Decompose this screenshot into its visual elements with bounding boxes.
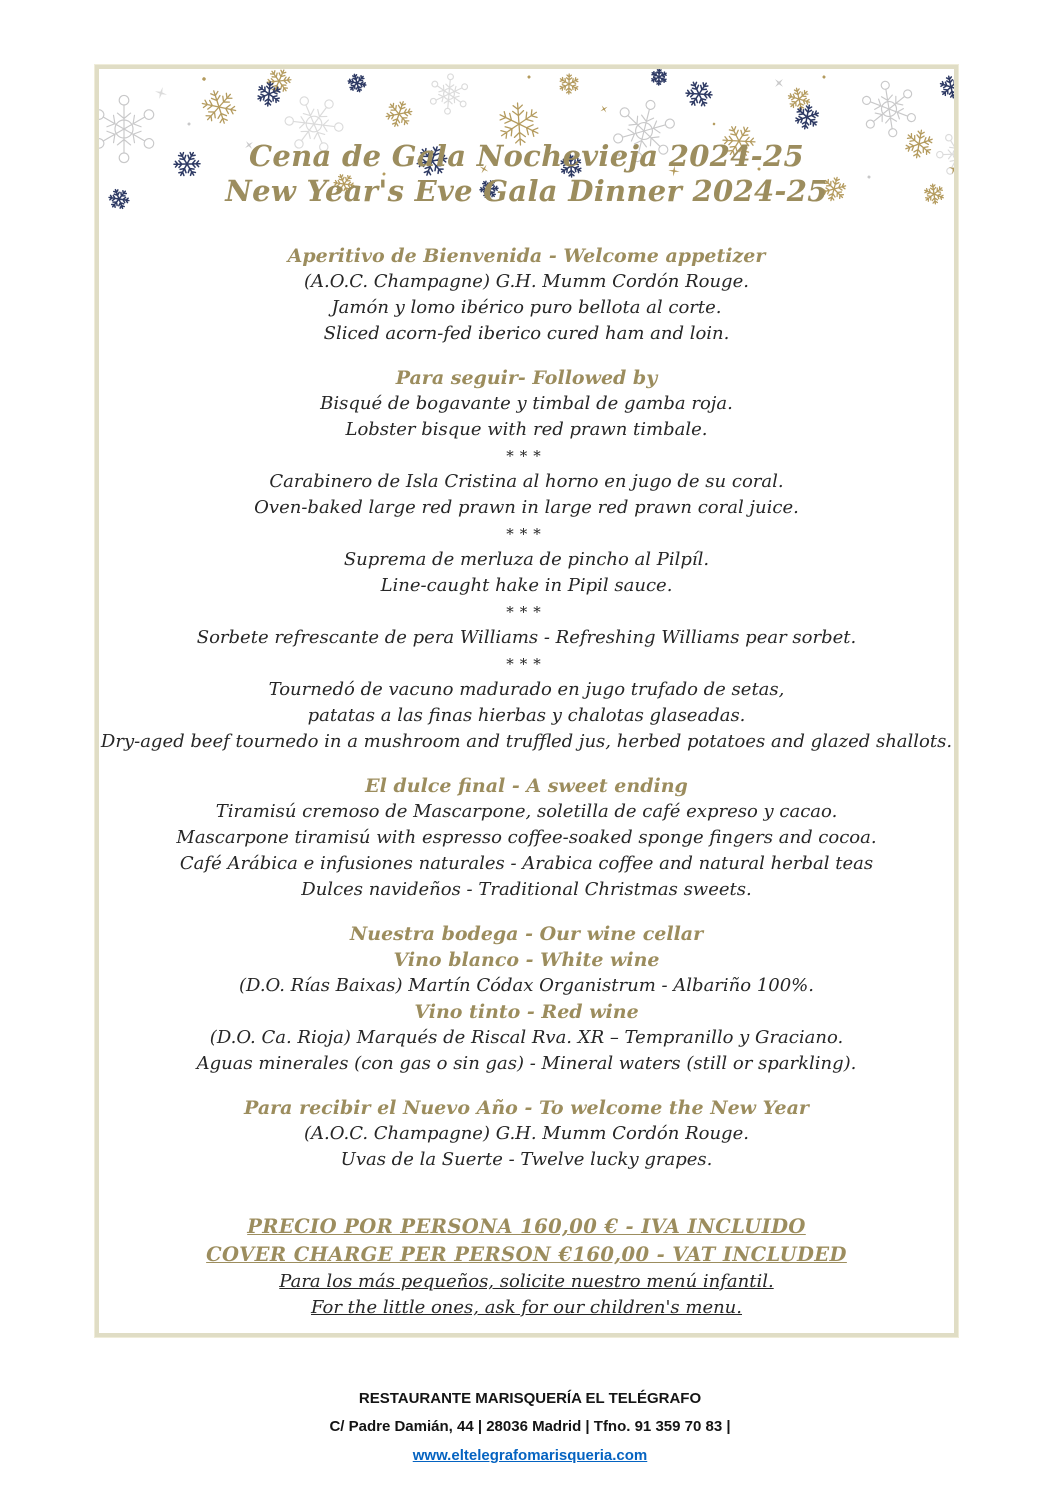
- menu-item-line: Dry-aged beef tournedo in a mushroom and truffled jus, herbed potatoes and glazed shallots.: [100, 731, 953, 752]
- menu-item-line: (D.O. Rías Baixas) Martín Códax Organistrum - Albariño 100%.: [239, 975, 814, 996]
- menu-item-line: Lobster bisque with red prawn timbale.: [345, 419, 708, 440]
- menu-title-block: [99, 139, 954, 209]
- menu-section-heading: Vino blanco - White wine: [393, 949, 660, 971]
- menu-item-line: Mascarpone tiramisú with espresso coffee-soaked sponge fingers and cocoa.: [176, 827, 877, 848]
- menu-section-heading: Aperitivo de Bienvenida - Welcome appetizer: [287, 245, 766, 267]
- menu-item-line: Sorbete refrescante de pera Williams - Refreshing Williams pear sorbet.: [196, 627, 857, 648]
- menu-item-line: (D.O. Ca. Rioja) Marqués de Riscal Rva. XR – Tempranillo y Graciano.: [209, 1027, 844, 1048]
- menu-section-heading: Para seguir- Followed by: [395, 367, 658, 389]
- course-separator: ***: [506, 525, 547, 543]
- price-line: PRECIO POR PERSONA 160,00 € - IVA INCLUIDO: [247, 1215, 806, 1238]
- section-gap: [99, 347, 954, 365]
- menu-item-line: Café Arábica e infusiones naturales - Arabica coffee and natural herbal teas: [179, 853, 874, 874]
- children-menu-note: Para los más pequeños, solicite nuestro menú infantil.: [279, 1271, 774, 1292]
- section-gap: [99, 1077, 954, 1095]
- menu-title-spanish: Cena de Gala Nochevieja 2024-25: [249, 139, 804, 173]
- menu-item-line: Tournedó de vacuno madurado en jugo trufado de setas,: [268, 679, 785, 700]
- menu-item-line: patatas a las finas hierbas y chalotas glaseadas.: [307, 705, 746, 726]
- section-gap: [99, 903, 954, 921]
- menu-item-line: (A.O.C. Champagne) G.H. Mumm Cordón Rouge.: [304, 1123, 749, 1144]
- menu-item-line: Oven-baked large red prawn in large red prawn coral juice.: [254, 497, 799, 518]
- children-menu-note: For the little ones, ask for our children's menu.: [310, 1297, 742, 1318]
- menu-item-line: Sliced acorn-fed iberico cured ham and loin.: [323, 323, 730, 344]
- menu-section-heading: El dulce final - A sweet ending: [365, 775, 688, 797]
- menu-item-line: Bisqué de bogavante y timbal de gamba roja.: [320, 393, 733, 414]
- restaurant-address-phone: C/ Padre Damián, 44 | 28036 Madrid | Tfno. 91 359 70 83 |: [329, 1418, 731, 1435]
- menu-item-line: Aguas minerales (con gas o sin gas) - Mineral waters (still or sparkling).: [196, 1053, 857, 1074]
- page-footer: [0, 1385, 1060, 1464]
- course-separator: ***: [506, 447, 547, 465]
- menu-item-line: (A.O.C. Champagne) G.H. Mumm Cordón Rouge.: [304, 271, 749, 292]
- menu-item-line: Dulces navideños - Traditional Christmas sweets.: [301, 879, 752, 900]
- menu-item-line: Jamón y lomo ibérico puro bellota al corte.: [331, 297, 722, 318]
- price-line: COVER CHARGE PER PERSON €160,00 - VAT INCLUDED: [206, 1243, 847, 1266]
- menu-title-english: New Year's Eve Gala Dinner 2024-25: [225, 174, 828, 208]
- menu-section-heading: Nuestra bodega - Our wine cellar: [349, 923, 704, 945]
- menu-section-heading: Vino tinto - Red wine: [414, 1001, 639, 1023]
- menu-item-line: Tiramisú cremoso de Mascarpone, soletilla de café expreso y cacao.: [215, 801, 838, 822]
- menu-item-line: Suprema de merluza de pincho al Pilpíl.: [343, 549, 710, 570]
- course-separator: ***: [506, 603, 547, 621]
- course-separator: ***: [506, 655, 547, 673]
- website-link[interactable]: www.eltelegrafomarisqueria.com: [412, 1447, 648, 1464]
- menu-item-line: Uvas de la Suerte - Twelve lucky grapes.: [340, 1149, 713, 1170]
- restaurant-name: RESTAURANTE MARISQUERÍA EL TELÉGRAFO: [358, 1390, 702, 1407]
- section-gap-large: [99, 1173, 954, 1213]
- menu-section-heading: Para recibir el Nuevo Año - To welcome the New Year: [244, 1097, 809, 1119]
- menu-item-line: Line-caught hake in Pipil sauce.: [380, 575, 673, 596]
- menu-item-line: Carabinero de Isla Cristina al horno en jugo de su coral.: [269, 471, 784, 492]
- menu-body: [99, 229, 954, 1321]
- section-gap: [99, 755, 954, 773]
- menu-header: [99, 69, 954, 229]
- menu-card: [95, 65, 958, 1337]
